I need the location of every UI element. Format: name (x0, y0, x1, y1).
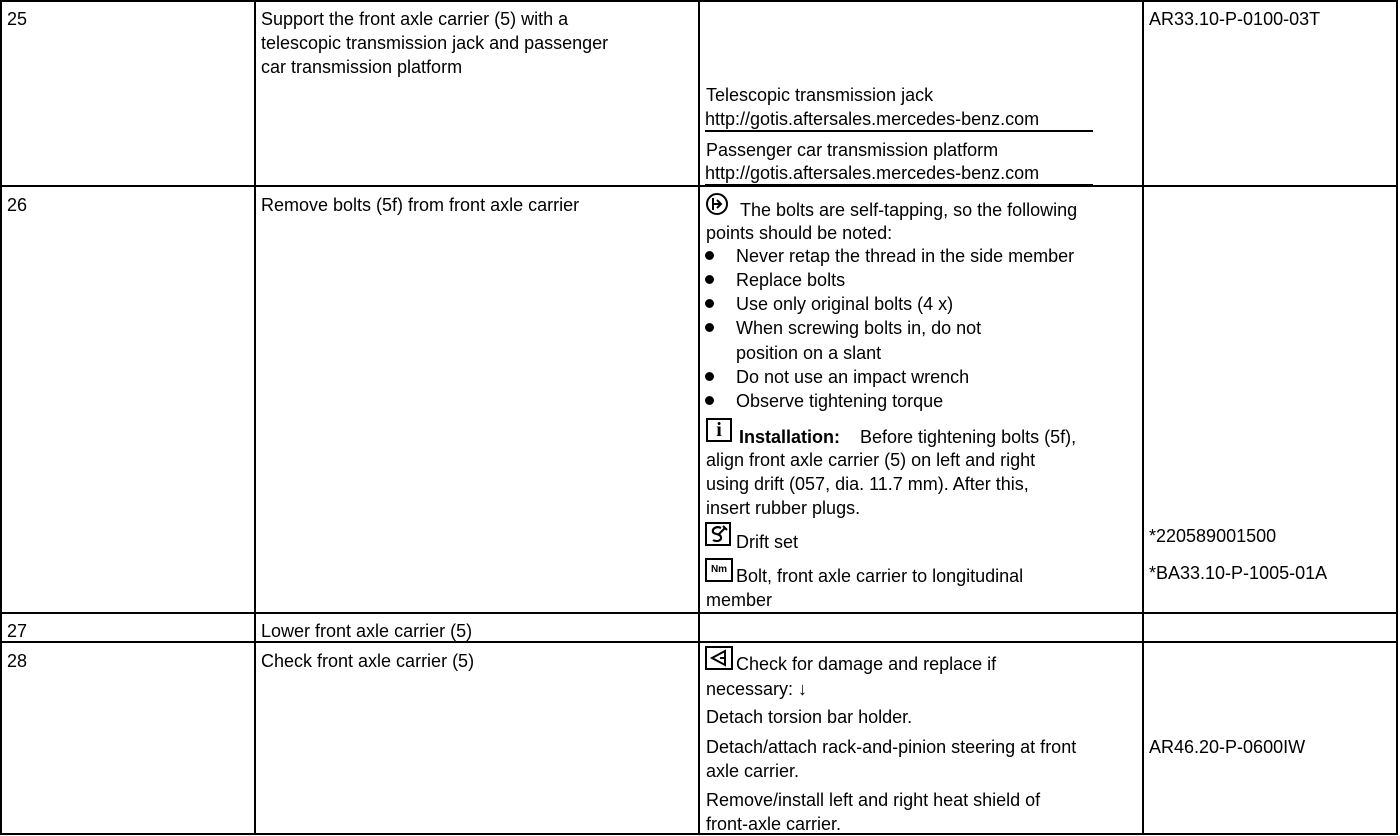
check-icon (705, 646, 733, 670)
tool-icon (705, 522, 731, 546)
step-number: 25 (7, 9, 28, 29)
step-text: telescopic transmission jack and passenger (261, 33, 609, 53)
note-text: points should be noted: (706, 223, 893, 243)
note-text: The bolts are self-tapping, so the following (740, 200, 1078, 220)
torque-text: Bolt, front axle carrier to longitudinal (736, 566, 1024, 586)
bullet-item: Observe tightening torque (736, 391, 944, 411)
heat-shield-text: front-axle carrier. (706, 814, 842, 834)
reference-code[interactable]: AR46.20-P-0600IW (1149, 737, 1306, 757)
bullet-dot (705, 396, 714, 405)
installation-text: Before tightening bolts (5f), (860, 427, 1077, 447)
grid-line (0, 185, 1398, 187)
grid-line (0, 0, 1398, 2)
torque-reference[interactable]: *BA33.10-P-1005-01A (1149, 563, 1328, 583)
bullet-item: Never retap the thread in the side member (736, 246, 1075, 266)
installation-label: Installation: (739, 427, 841, 447)
bullet-dot (705, 275, 714, 284)
step-number: 26 (7, 195, 28, 215)
torque-icon: Nm (705, 558, 733, 582)
grid-line (254, 0, 256, 835)
bullet-item: Replace bolts (736, 270, 846, 290)
grid-line (0, 641, 1398, 643)
tool-link[interactable]: http://gotis.aftersales.mercedes-benz.com (705, 162, 1093, 186)
grid-line (1142, 0, 1144, 835)
bullet-item: When screwing bolts in, do not (736, 318, 982, 338)
check-text: Check for damage and replace if (736, 654, 997, 674)
arrow-circle-icon (705, 192, 731, 216)
step-text: car transmission platform (261, 57, 463, 77)
tool-name: Passenger car transmission platform (706, 140, 999, 160)
bullet-item: Do not use an impact wrench (736, 367, 970, 387)
detach-text: Detach/attach rack-and-pinion steering at front (706, 737, 1077, 757)
heat-shield-text: Remove/install left and right heat shield of (706, 790, 1041, 810)
tool-text: Drift set (736, 532, 799, 552)
bullet-dot (705, 372, 714, 381)
grid-line (1396, 0, 1398, 835)
step-text: Lower front axle carrier (5) (261, 621, 473, 641)
torque-text: member (706, 590, 773, 610)
installation-text: align front axle carrier (5) on left and right (706, 450, 1036, 470)
info-icon: i (706, 418, 732, 442)
installation-text: using drift (057, dia. 11.7 mm). After this, (706, 474, 1029, 494)
step-text: Remove bolts (5f) from front axle carrier (261, 195, 580, 215)
bullet-dot (705, 251, 714, 260)
grid-line (698, 0, 700, 835)
grid-line (0, 612, 1398, 614)
bullet-dot (705, 299, 714, 308)
installation-text: insert rubber plugs. (706, 498, 861, 518)
step-text: Check front axle carrier (5) (261, 651, 475, 671)
detach-text: Detach torsion bar holder. (706, 707, 913, 727)
bullet-dot (705, 323, 714, 332)
step-text: Support the front axle carrier (5) with a (261, 9, 569, 29)
step-number: 27 (7, 621, 28, 641)
tool-number[interactable]: *220589001500 (1149, 526, 1277, 546)
reference-code[interactable]: AR33.10-P-0100-03T (1149, 9, 1321, 29)
check-text: necessary: ↓ (706, 679, 808, 699)
tool-name: Telescopic transmission jack (706, 85, 934, 105)
tool-link[interactable]: http://gotis.aftersales.mercedes-benz.com (705, 108, 1093, 132)
detach-text: axle carrier. (706, 761, 800, 781)
step-number: 28 (7, 651, 28, 671)
bullet-item: position on a slant (736, 343, 882, 363)
grid-line (0, 0, 2, 835)
bullet-item: Use only original bolts (4 x) (736, 294, 954, 314)
